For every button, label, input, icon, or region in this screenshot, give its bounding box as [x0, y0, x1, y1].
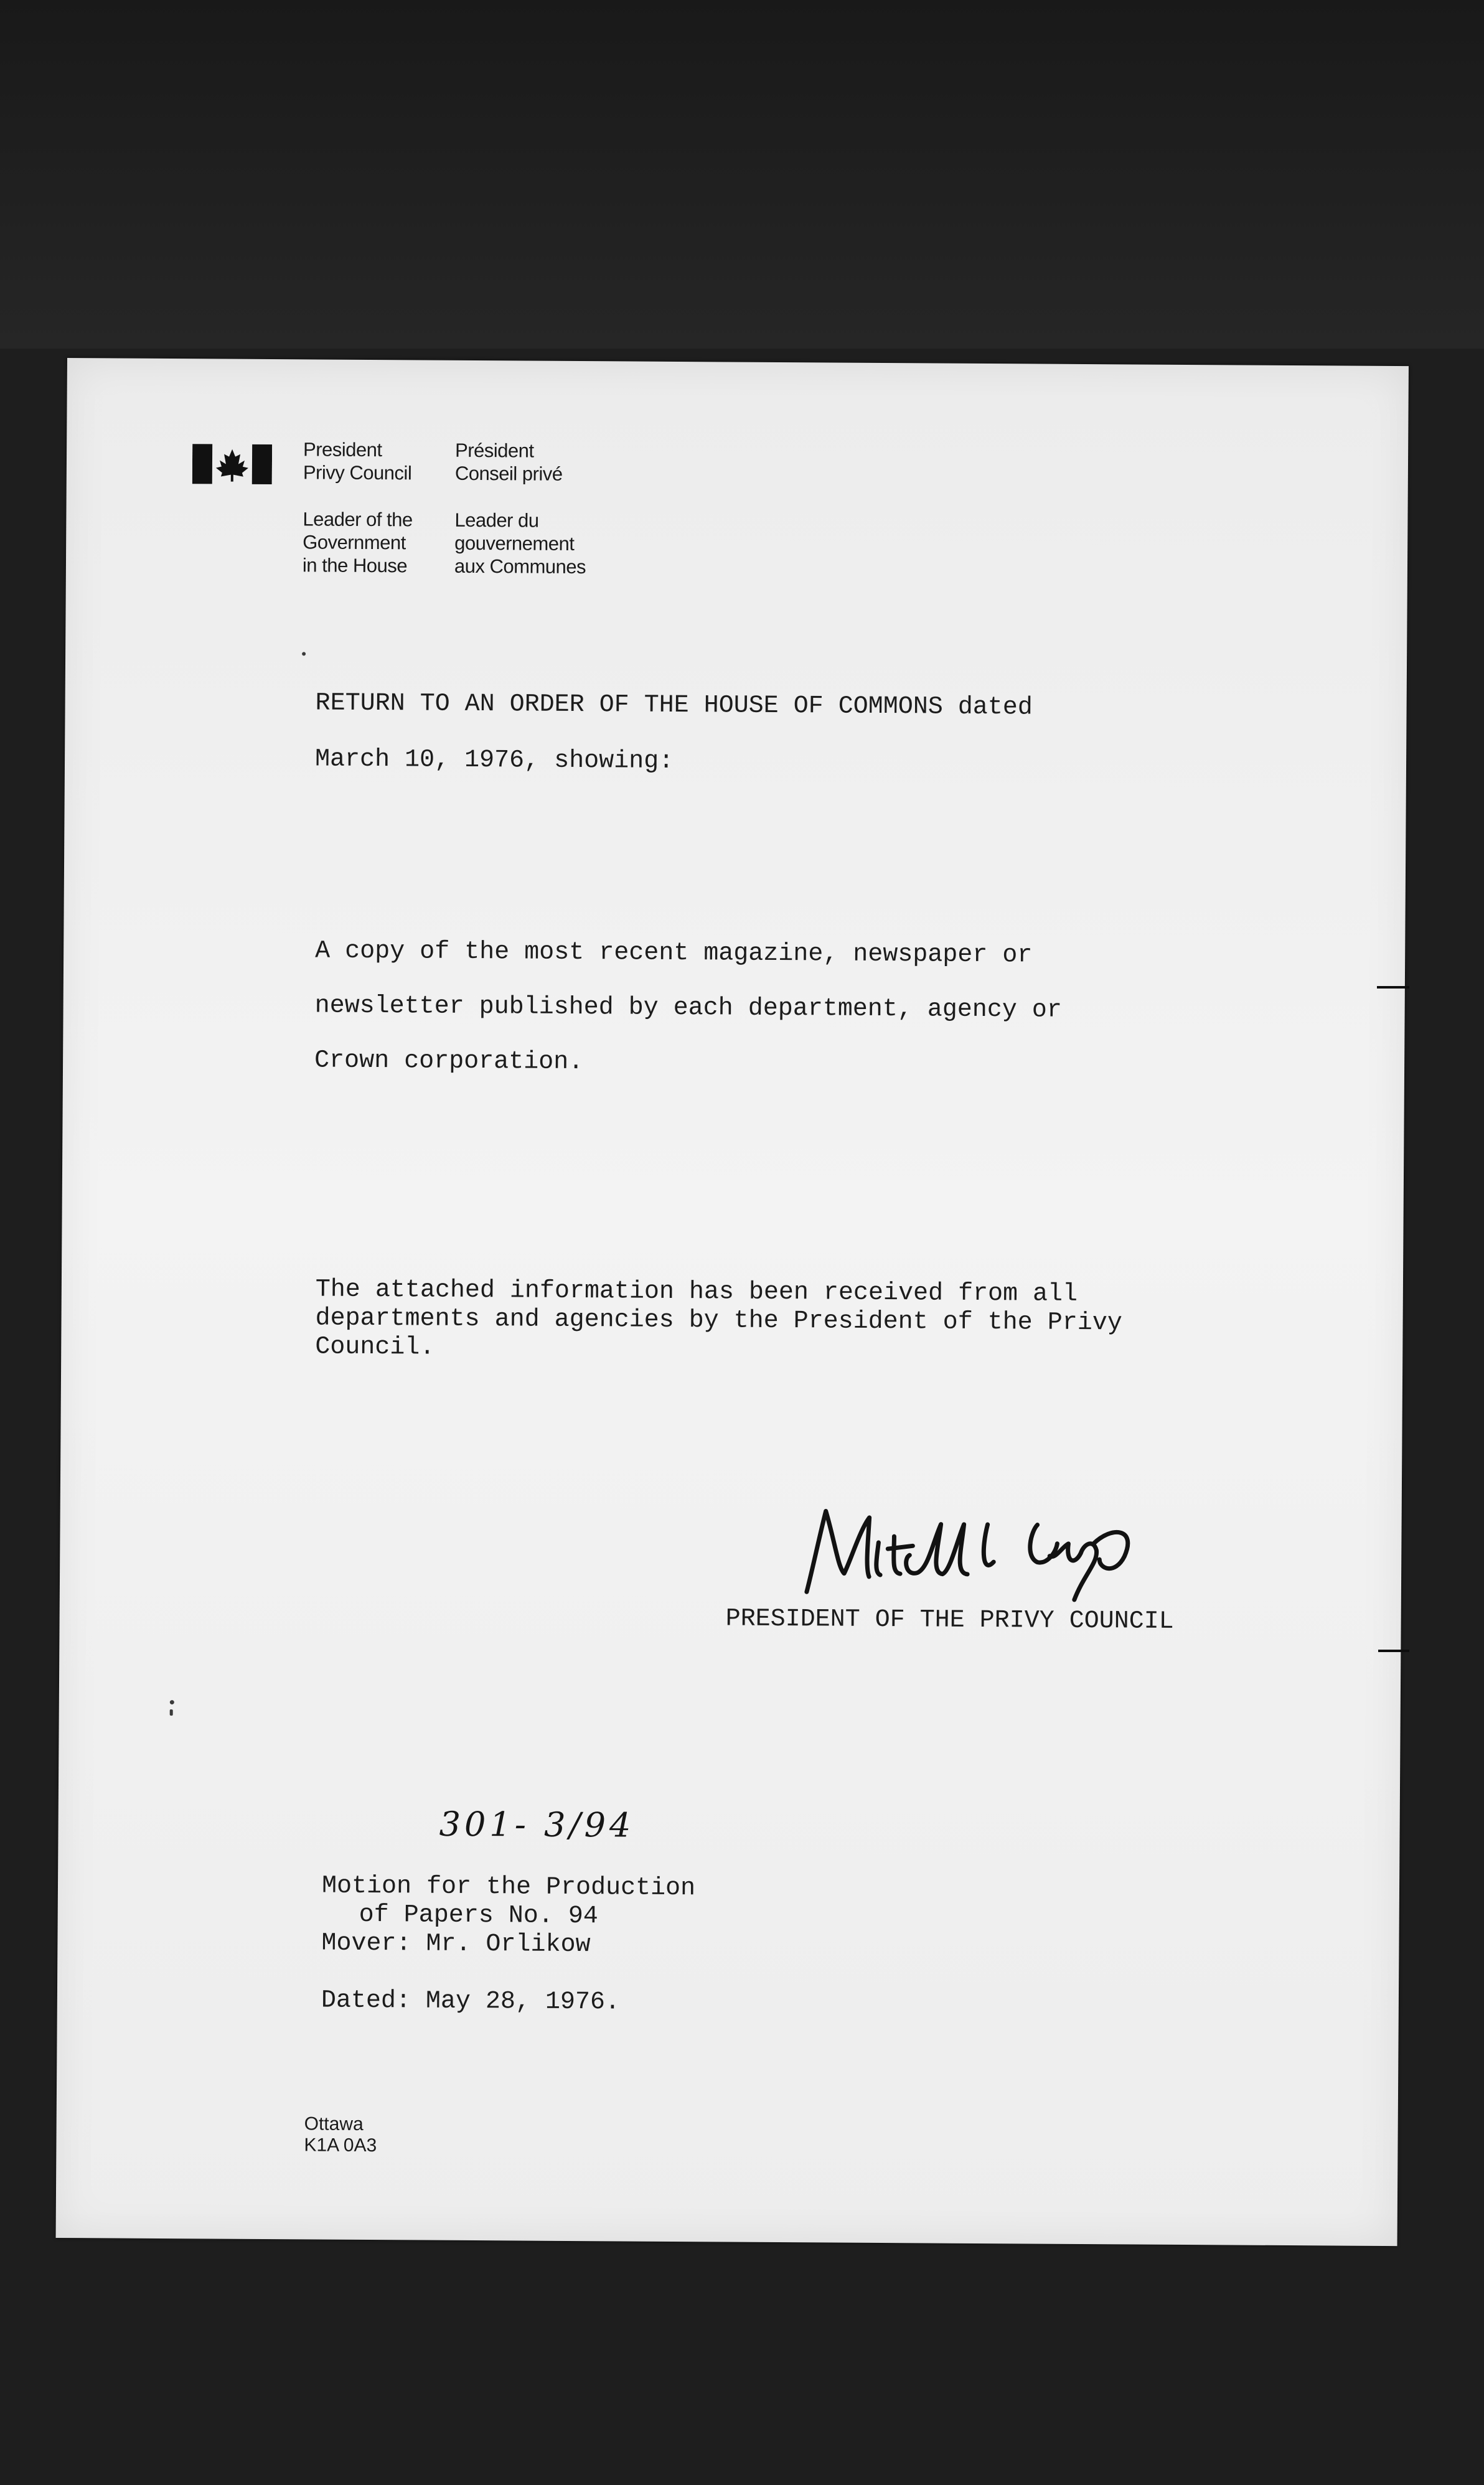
letterhead-president-fr [455, 439, 563, 486]
scan-background [0, 0, 1484, 349]
request-line-2: newsletter published by each department, agency or [314, 992, 1062, 1025]
statement-line: Council. [315, 1333, 435, 1362]
letterhead-line: Président [454, 439, 534, 462]
request-line-3: Crown corporation. [314, 1046, 584, 1077]
request-line-1: A copy of the most recent magazine, newspaper or [315, 937, 1033, 970]
file-number-handwritten: 301- 3/94 [439, 1804, 635, 1845]
intro-line-2: March 10, 1976, showing: [314, 745, 674, 776]
signer-title: PRESIDENT OF THE PRIVY COUNCIL [725, 1605, 1174, 1636]
letterhead-line: Conseil privé [454, 462, 563, 485]
edge-mark [1378, 1650, 1409, 1652]
letterhead-president-en [303, 438, 412, 484]
letterhead-line: in the House [302, 554, 408, 577]
document-page [56, 358, 1409, 2246]
letterhead-line: Privy Council [303, 461, 412, 484]
letterhead-leader-en [303, 507, 413, 577]
statement-line: departments and agencies by the President of the Privy [315, 1304, 1122, 1338]
motion-line: of Papers No. 94 [359, 1900, 598, 1931]
motion-dated: Dated: May 28, 1976. [321, 1986, 621, 2017]
letterhead-line: Government [303, 531, 406, 554]
address-city: Ottawa [304, 2113, 364, 2135]
intro-line-1: RETURN TO AN ORDER OF THE HOUSE OF COMMONS dated [315, 689, 1033, 722]
speck [170, 1709, 173, 1716]
motion-line: Mover: Mr. Orlikow [321, 1929, 591, 1960]
statement-line: The attached information has been received from all [315, 1275, 1078, 1308]
speck [302, 652, 306, 655]
motion-block [321, 1872, 695, 1961]
signature-image [801, 1498, 1175, 1607]
motion-line: Motion for the Production [321, 1872, 696, 1903]
address-postal: K1A 0A3 [304, 2135, 377, 2156]
letterhead-leader-fr [454, 509, 586, 578]
statement-paragraph [315, 1275, 1122, 1366]
edge-mark [1377, 986, 1409, 989]
letterhead-line: aux Communes [454, 555, 586, 578]
letterhead-line: gouvernement [454, 532, 575, 555]
speck [170, 1700, 174, 1704]
address-block [304, 2113, 377, 2156]
letterhead-line: President [303, 438, 382, 461]
letterhead-line: Leader of the [303, 508, 413, 531]
letterhead-line: Leader du [454, 509, 539, 532]
canada-flag-icon [192, 443, 272, 486]
